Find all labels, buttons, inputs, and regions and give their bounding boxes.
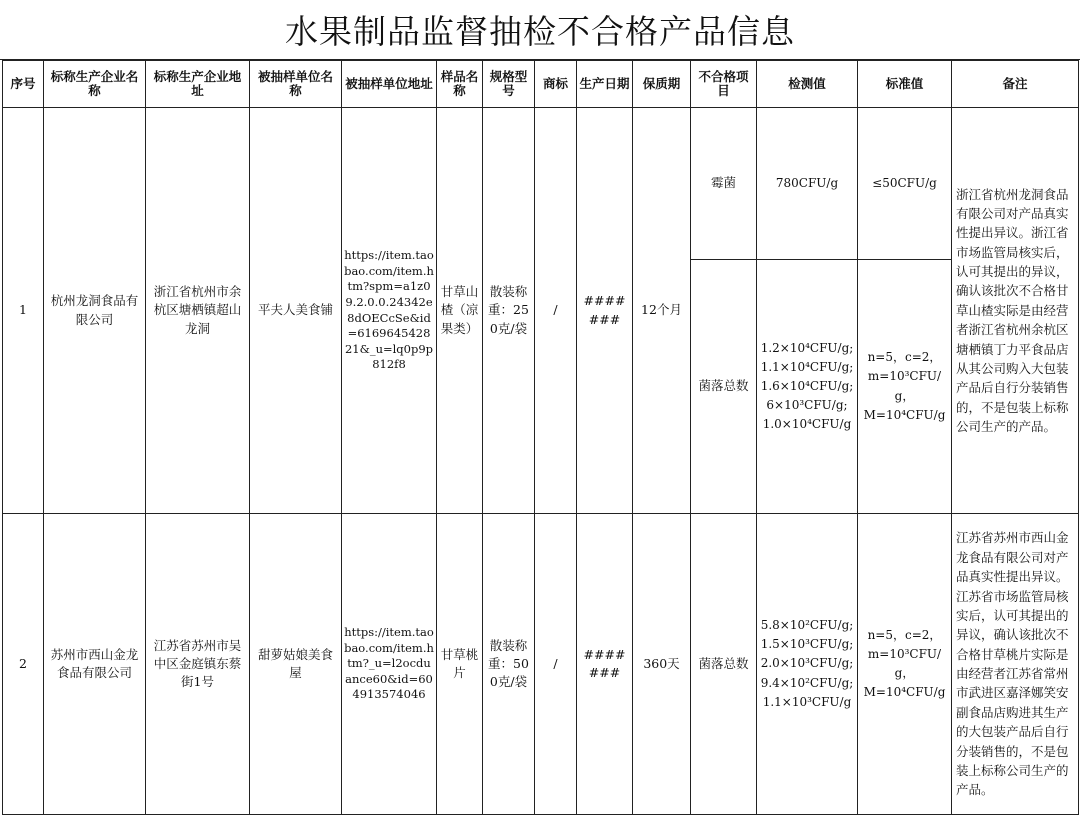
standard-value — [858, 108, 952, 260]
measured-line: 1.2×10⁴CFU/g; — [760, 340, 854, 355]
standard-line: m=10³CFU/g， — [867, 369, 942, 403]
standard-line: n=5，c=2， — [867, 627, 942, 642]
header-cell: 被抽样单位名称 — [250, 61, 342, 108]
header-row — [3, 61, 1079, 108]
sample-name: 甘草山楂（凉果类） — [437, 108, 483, 514]
measured-line: 1.1×10³CFU/g — [762, 694, 852, 709]
brand: / — [535, 108, 577, 514]
measured-value — [757, 514, 858, 815]
header-cell: 样品名称 — [437, 61, 483, 108]
header-cell: 商标 — [535, 61, 577, 108]
measured-line: 1.0×10⁴CFU/g — [762, 417, 852, 432]
row-number: 2 — [3, 514, 44, 815]
measured-line: 1.6×10⁴CFU/g; — [760, 378, 854, 393]
producer-address: 江苏省苏州市吴中区金庭镇东蔡街1号 — [146, 514, 250, 815]
shelf-life: 360天 — [633, 514, 691, 815]
spec-model: 散装称重：250克/袋 — [483, 108, 535, 514]
header-cell: 备注 — [952, 61, 1079, 108]
header-cell: 不合格项目 — [691, 61, 757, 108]
brand: / — [535, 514, 577, 815]
sampled-unit-address: https://item.taobao.com/item.htm?spm=a1z09.2.0.0.24342e8dOECcSe&id=616964542821&_u=lq0p9p812f8 — [342, 108, 437, 514]
standard-value — [858, 514, 952, 815]
standard-line: m=10³CFU/g， — [867, 646, 942, 680]
header-cell: 序号 — [3, 61, 44, 108]
header-cell: 标称生产企业名称 — [44, 61, 146, 108]
header-cell: 标称生产企业地址 — [146, 61, 250, 108]
measured-line: 1.5×10³CFU/g; — [760, 637, 854, 652]
measured-value — [757, 108, 858, 260]
remarks: 江苏省苏州市西山金龙食品有限公司对产品真实性提出异议。江苏省市场监管局核实后，认可其提出的异议，确认该批次不合格甘草桃片实际是由经营者江苏省常州市武进区嘉泽娜笑安副食品店购进其生产的大包装产品后自行分装销售的，不是包装上标称公司生产的产品。 — [952, 514, 1079, 815]
measured-value — [757, 260, 858, 514]
header-cell: 保质期 — [633, 61, 691, 108]
header-cell: 标准值 — [858, 61, 952, 108]
page-title: 水果制品监督抽检不合格产品信息 — [285, 12, 795, 51]
measured-line: 2.0×10³CFU/g; — [760, 656, 854, 671]
measured-line: 6×10³CFU/g; — [766, 398, 848, 413]
standard-line: ≤50CFU/g — [872, 175, 937, 190]
sampled-unit-name: 甜萝姑娘美食屋 — [250, 514, 342, 815]
production-date: ####### — [577, 108, 633, 514]
standard-value — [858, 260, 952, 514]
producer-name: 苏州市西山金龙食品有限公司 — [44, 514, 146, 815]
measured-line: 1.1×10⁴CFU/g; — [760, 359, 854, 374]
nonconforming-products-table — [2, 60, 1079, 815]
remarks: 浙江省杭州龙洞食品有限公司对产品真实性提出异议。浙江省市场监管局核实后，认可其提出的异议，确认该批次不合格甘草山楂实际是由经营者浙江省杭州余杭区塘栖镇丁力平食品店从其公司购入大包装产品后自行分装销售的，不是包装上标称公司生产的产品。 — [952, 108, 1079, 514]
producer-name: 杭州龙洞食品有限公司 — [44, 108, 146, 514]
failed-item: 霉菌 — [691, 108, 757, 260]
title-bar — [0, 0, 1080, 60]
spec-model: 散装称重：500克/袋 — [483, 514, 535, 815]
header-cell: 检测值 — [757, 61, 858, 108]
producer-address: 浙江省杭州市余杭区塘栖镇超山龙洞 — [146, 108, 250, 514]
measured-line: 780CFU/g — [775, 175, 839, 190]
header-cell: 被抽样单位地址 — [342, 61, 437, 108]
sample-name: 甘草桃片 — [437, 514, 483, 815]
measured-line: 9.4×10²CFU/g; — [760, 675, 854, 690]
shelf-life: 12个月 — [633, 108, 691, 514]
header-cell: 规格型号 — [483, 61, 535, 108]
standard-line: M=10⁴CFU/g — [863, 407, 946, 422]
row-number: 1 — [3, 108, 44, 514]
failed-item: 菌落总数 — [691, 260, 757, 514]
sampled-unit-address: https://item.taobao.com/item.htm?_u=l2ocduance60&id=604913574046 — [342, 514, 437, 815]
standard-line: n=5，c=2， — [867, 350, 942, 365]
failed-item: 菌落总数 — [691, 514, 757, 815]
production-date: ####### — [577, 514, 633, 815]
table-row — [3, 514, 1079, 815]
table-row — [3, 108, 1079, 260]
standard-line: M=10⁴CFU/g — [863, 685, 946, 700]
sampled-unit-name: 平夫人美食铺 — [250, 108, 342, 514]
header-cell: 生产日期 — [577, 61, 633, 108]
measured-line: 5.8×10²CFU/g; — [760, 618, 854, 633]
